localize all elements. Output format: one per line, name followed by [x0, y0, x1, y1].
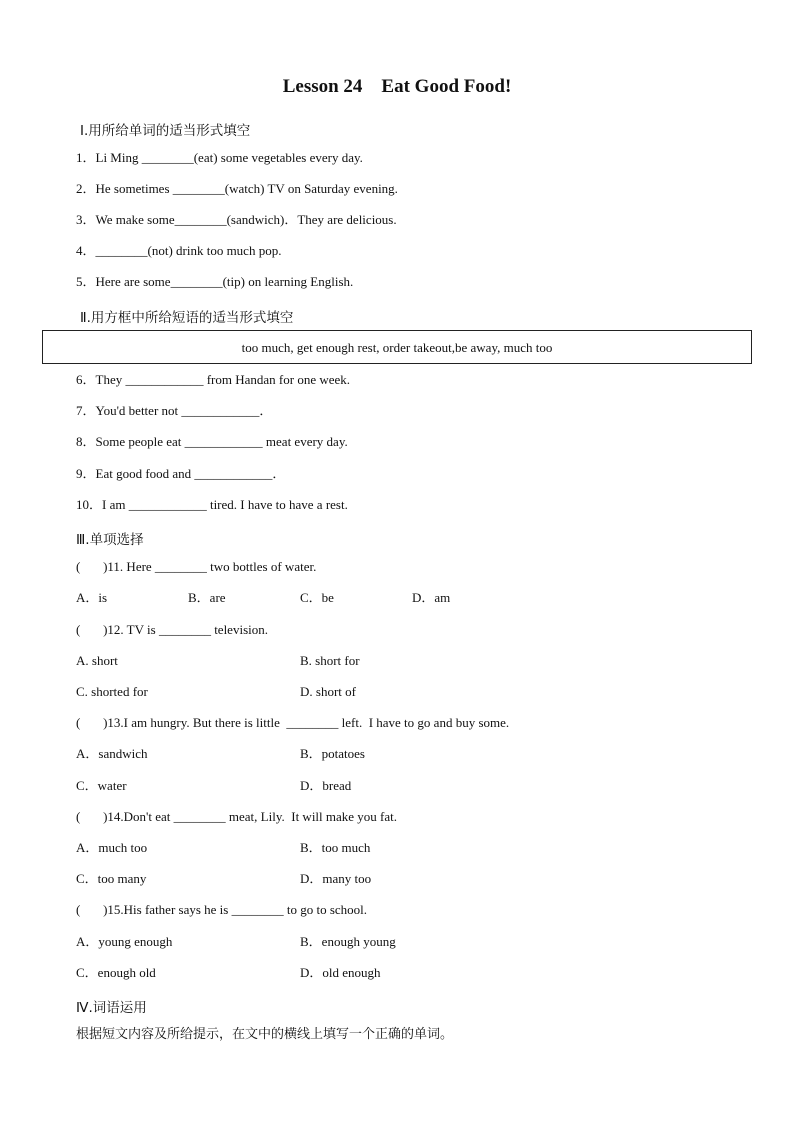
question-12-option-c: C. shorted for	[76, 684, 148, 699]
question-15-option-c: C．enough old	[76, 965, 156, 980]
question-4: 4．________(not) drink too much pop.	[76, 243, 282, 258]
section-4-instruction: 根据短文内容及所给提示，在文中的横线上填写一个正确的单词。	[76, 1027, 454, 1042]
question-7: 7．You'd better not ____________．	[76, 403, 273, 418]
question-11-option-d: D．am	[412, 590, 451, 605]
question-15-option-d: D．old enough	[300, 965, 381, 980]
question-14-option-d: D．many too	[300, 871, 372, 886]
question-8: 8．Some people eat ____________ meat every day.	[76, 434, 348, 449]
question-14-option-c: C．too many	[76, 871, 147, 886]
question-2: 2．He sometimes ________(watch) TV on Saturday evening.	[76, 181, 398, 196]
question-5: 5．Here are some________(tip) on learning English.	[76, 274, 354, 289]
section-3-heading: Ⅲ.单项选择	[76, 532, 144, 548]
question-13-stem: ( )13.I am hungry. But there is little ________ left. I have to go and buy some.	[76, 715, 510, 730]
question-11-stem: ( )11. Here ________ two bottles of water.	[76, 559, 317, 574]
question-12-option-b: B. short for	[300, 653, 360, 668]
question-12-option-d: D. short of	[300, 684, 356, 699]
page-title: Lesson 24 Eat Good Food!	[282, 76, 512, 97]
question-14-stem: ( )14.Don't eat ________ meat, Lily. It will make you fat.	[76, 809, 398, 824]
section-2-heading: Ⅱ.用方框中所给短语的适当形式填空	[80, 310, 294, 326]
question-13-option-d: D．bread	[300, 778, 352, 793]
question-14-option-b: B．too much	[300, 840, 371, 855]
question-13-option-c: C．water	[76, 778, 127, 793]
question-15-option-a: A．young enough	[76, 934, 173, 949]
question-1: 1．Li Ming ________(eat) some vegetables every day.	[76, 150, 363, 165]
phrase-box-text: too much, get enough rest, order takeout,be away, much too	[241, 340, 553, 355]
section-1-heading: Ⅰ.用所给单词的适当形式填空	[80, 123, 251, 139]
question-14-option-a: A．much too	[76, 840, 148, 855]
question-9: 9．Eat good food and ____________．	[76, 466, 286, 481]
question-15-stem: ( )15.His father says he is ________ to go to school.	[76, 902, 368, 917]
question-10: 10．I am ____________ tired. I have to have a rest.	[76, 497, 348, 512]
question-13-option-b: B．potatoes	[300, 746, 365, 761]
question-3: 3．We make some________(sandwich)．They are delicious.	[76, 212, 397, 227]
question-15-option-b: B．enough young	[300, 934, 396, 949]
question-11-option-b: B．are	[188, 590, 226, 605]
question-12-stem: ( )12. TV is ________ television.	[76, 622, 268, 637]
phrase-box	[42, 330, 752, 364]
question-11-option-c: C．be	[300, 590, 334, 605]
question-6: 6．They ____________ from Handan for one week.	[76, 372, 351, 387]
question-11-option-a: A．is	[76, 590, 108, 605]
question-13-option-a: A．sandwich	[76, 746, 148, 761]
question-12-option-a: A. short	[76, 653, 118, 668]
section-4-heading: Ⅳ.词语运用	[76, 1000, 147, 1016]
